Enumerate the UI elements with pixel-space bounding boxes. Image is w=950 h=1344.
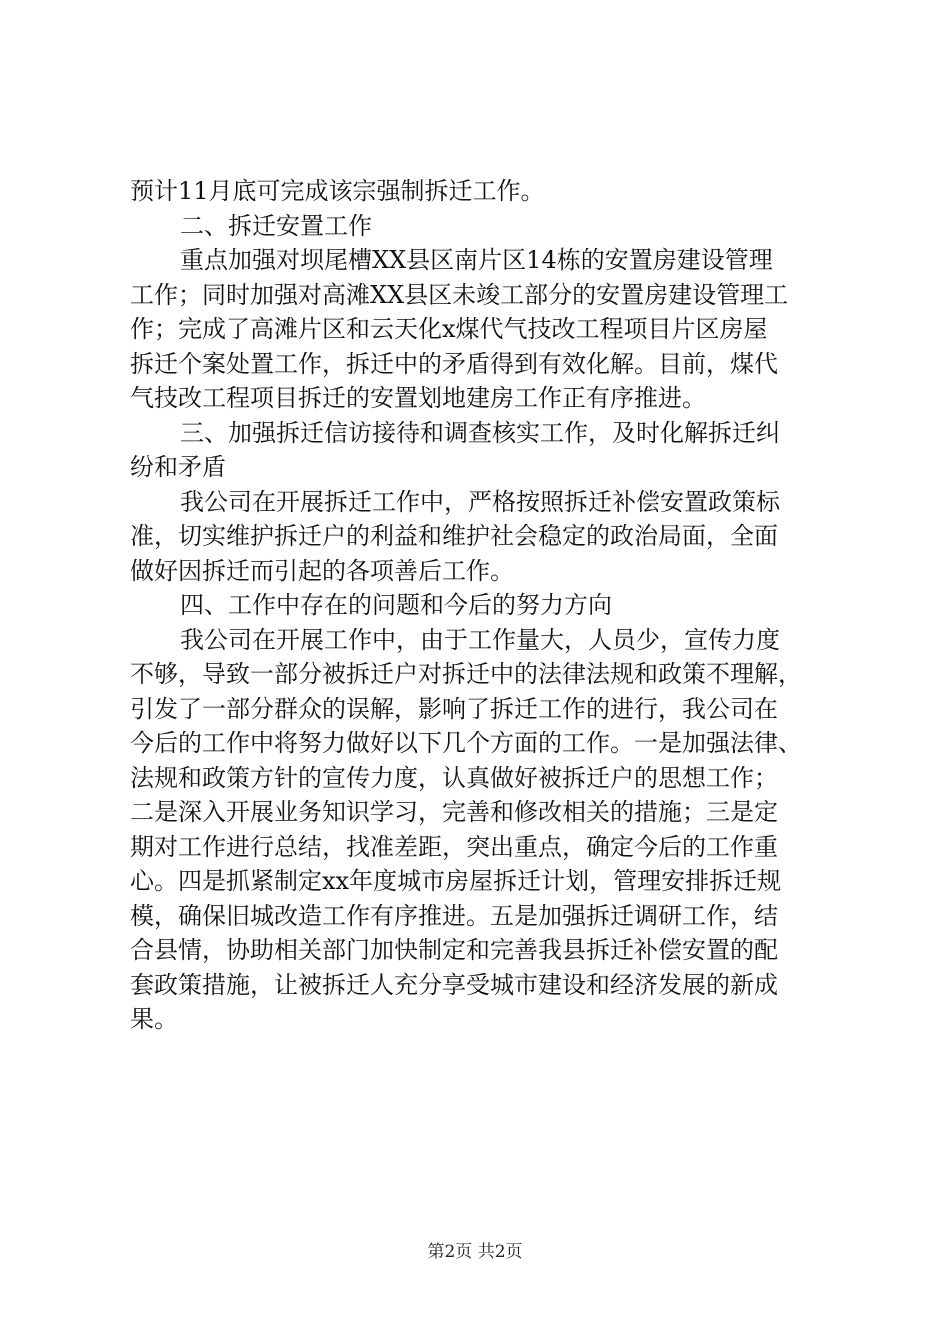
body-line: 今后的工作中将努力做好以下几个方面的工作。一是加强法律、 — [130, 729, 802, 757]
body-line: 不够，导致一部分被拆迁户对拆迁中的法律法规和政策不理解， — [130, 660, 802, 688]
body-line: 作；完成了高滩片区和云天化x煤代气技改工程项目片区房屋 — [130, 315, 768, 343]
body-line: 合县情，协助相关部门加快制定和完善我县拆迁补偿安置的配 — [130, 936, 778, 964]
body-line: 纷和矛盾 — [130, 453, 226, 481]
body-line: 二、拆迁安置工作 — [180, 211, 372, 240]
body-line: 三、加强拆迁信访接待和调查核实工作，及时化解拆迁纠 — [180, 418, 780, 447]
body-line: 预计11月底可完成该宗强制拆迁工作。 — [130, 177, 545, 205]
body-line: 二是深入开展业务知识学习，完善和修改相关的措施；三是定 — [130, 798, 778, 826]
body-line: 期对工作进行总结，找准差距，突出重点，确定今后的工作重 — [130, 832, 778, 861]
body-line: 套政策措施，让被拆迁人充分享受城市建设和经济发展的新成 — [130, 970, 778, 999]
body-line: 拆迁个案处置工作，拆迁中的矛盾得到有效化解。目前，煤代 — [130, 349, 778, 378]
body-line: 果。 — [130, 1005, 178, 1033]
body-line: 引发了一部分群众的误解，影响了拆迁工作的进行，我公司在 — [130, 694, 778, 723]
body-line: 我公司在开展工作中，由于工作量大，人员少，宣传力度 — [180, 625, 780, 654]
body-line: 四、工作中存在的问题和今后的努力方向 — [180, 591, 612, 619]
body-line: 气技改工程项目拆迁的安置划地建房工作正有序推进。 — [130, 384, 706, 412]
body-line: 法规和政策方针的宣传力度，认真做好被拆迁户的思想工作； — [130, 763, 778, 792]
document-body — [130, 174, 830, 1037]
body-line: 工作；同时加强对高滩XX县区未竣工部分的安置房建设管理工 — [130, 280, 789, 309]
body-line: 准，切实维护拆迁户的利益和维护社会稳定的政治局面，全面 — [130, 522, 778, 550]
body-line: 心。四是抓紧制定xx年度城市房屋拆迁计划，管理安排拆迁规 — [130, 867, 782, 895]
body-line: 我公司在开展拆迁工作中，严格按照拆迁补偿安置政策标 — [180, 487, 780, 516]
body-line: 模，确保旧城改造工作有序推进。五是加强拆迁调研工作，结 — [130, 901, 778, 930]
page-footer: 第2页 共2页 — [427, 1242, 523, 1262]
body-line: 做好因拆迁而引起的各项善后工作。 — [130, 556, 514, 585]
body-line: 重点加强对坝尾槽XX县区南片区14栋的安置房建设管理 — [180, 246, 773, 274]
